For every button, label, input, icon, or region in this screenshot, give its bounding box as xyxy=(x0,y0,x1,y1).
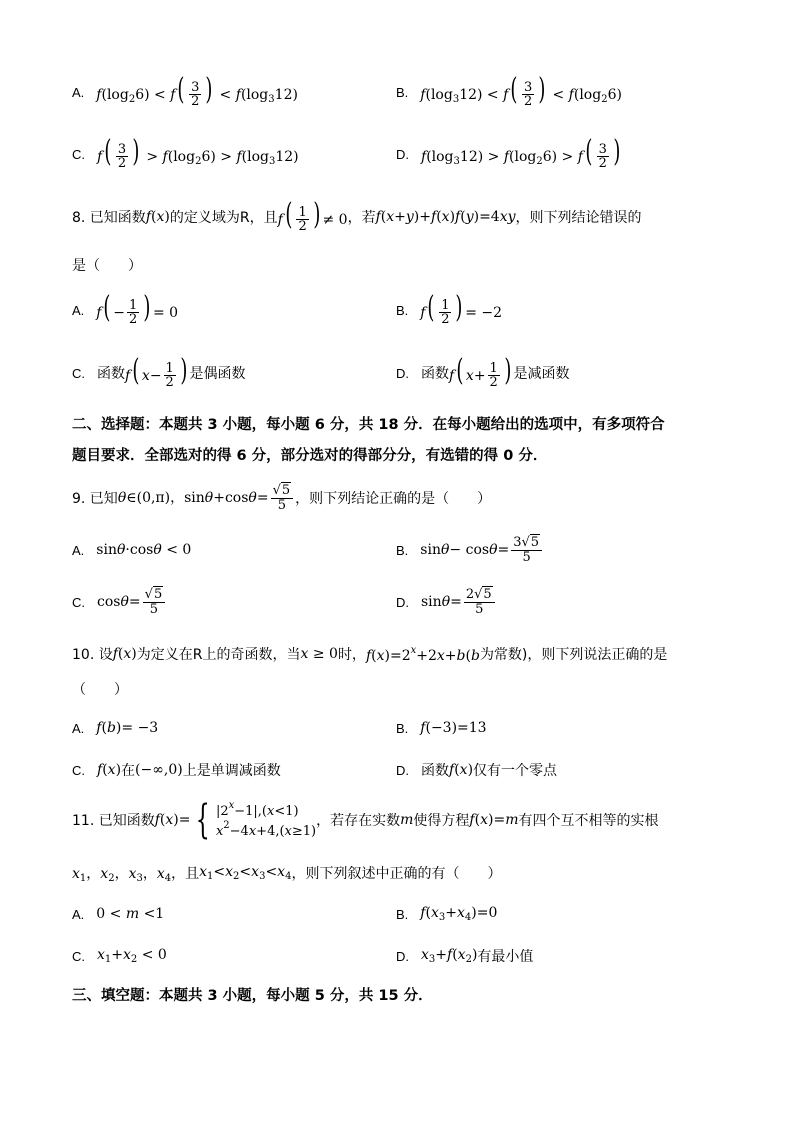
q7-b-expression: $f(\log_312) < f$( $\frac{3}{2}$ ) < $f(\log_26)$ xyxy=(420,71,622,110)
brace-icon: { xyxy=(196,797,211,843)
section-2-line: 二、选择题：本题共 3 小题，每小题 6 分，共 18 分．在每小题给出的选项中，有多项符合 xyxy=(72,417,665,433)
q8-text: 是（ ） xyxy=(72,258,142,274)
q8-option-b: B. f( $\frac{1}{2}$ ) = −2 xyxy=(396,289,503,328)
option-label: D. xyxy=(396,762,409,778)
q7-option-c xyxy=(72,134,299,174)
q10-text: （ ） xyxy=(72,682,128,698)
q7-option-d xyxy=(396,134,623,174)
q11-option-a: A. 0 < m <1 xyxy=(72,906,165,922)
option-text: 仅有一个零点 xyxy=(473,763,558,779)
q9-option-b: B. sinθ− cosθ= $\frac{3√5}{5}$ xyxy=(396,530,544,570)
q7-option-b xyxy=(396,72,622,112)
q11-option-c: C. $x_1+x_2 < 0$ xyxy=(72,947,167,965)
q7-a-expression: $f(\log_26) < f$( $\frac{3}{2}$ ) < $f(\log_312)$ xyxy=(96,71,298,110)
option-text: 有最小值 xyxy=(477,949,534,965)
q11-text: ，且 xyxy=(171,866,200,882)
q8-text: ，则下列结论错误的 xyxy=(515,210,642,226)
section-3-line: 三、填空题：本题共 3 小题，每小题 5 分，共 15 分． xyxy=(72,988,433,1004)
q7-c-expression: f( $\frac{3}{2}$ ) > $f(\log_26) > f(\log_312)$ xyxy=(97,133,299,172)
option-text: 是偶函数 xyxy=(189,366,246,382)
option-label: A. xyxy=(72,720,85,736)
q8-option-a: A. f( − $\frac{1}{2}$ ) = 0 xyxy=(72,289,179,328)
q8-text: 8. 已知函数 xyxy=(72,210,146,226)
q7-d-expression: $f(\log_312) > f(\log_26) > f$( $\frac{3}{2}$ ) xyxy=(421,133,621,172)
q10-option-a: A. f(b)= −3 xyxy=(72,720,159,736)
q8-options-row-1 xyxy=(72,290,722,330)
q7-option-a xyxy=(72,72,298,112)
q9-option-c: C. cosθ= $\frac{√5}{5}$ xyxy=(72,582,167,622)
q10-options-row-1 xyxy=(72,708,722,748)
q9-option-d: D. sinθ= $\frac{2√5}{5}$ xyxy=(396,582,497,622)
option-text: 函数 xyxy=(421,366,449,382)
option-label: B. xyxy=(396,542,409,558)
q8-text: ，若 xyxy=(347,210,376,226)
q11-text: ，若存在实数 xyxy=(316,813,401,829)
option-label: B. xyxy=(396,302,409,318)
q10-text: 为定义在R上的奇函数，当 xyxy=(136,647,301,663)
option-label: A. xyxy=(72,542,85,558)
option-label: A. xyxy=(72,302,85,318)
q11-text: 使得方程 xyxy=(413,813,470,829)
option-text: 函数 xyxy=(97,366,125,382)
option-label: A. xyxy=(72,84,85,100)
section-2-line: 题目要求．全部选对的得 6 分，部分选对的得部分分，有选错的得 0 分． xyxy=(72,448,548,464)
option-label: C. xyxy=(72,146,85,162)
q8-option-c: C. 函数 f( x− $\frac{1}{2}$ ) 是偶函数 xyxy=(72,352,246,391)
option-text: 上是单调减函数 xyxy=(182,763,281,779)
q10-option-b: B. f(−3)=13 xyxy=(396,720,487,736)
option-label: A. xyxy=(72,906,85,922)
q11-option-d: D. $x_3+f(x_2)$ 有最小值 xyxy=(396,947,534,965)
q7-options-row-1 xyxy=(72,72,722,112)
option-text: 是减函数 xyxy=(513,366,570,382)
q11-option-b: B. $f(x_3+x_4)=0$ xyxy=(396,905,498,923)
option-label: D. xyxy=(396,365,409,381)
option-text: 在 xyxy=(121,763,136,779)
option-label: D. xyxy=(396,146,409,162)
q11-text: 11. 已知函数 xyxy=(72,813,155,829)
q7-options-row-2 xyxy=(72,134,722,174)
option-label: C. xyxy=(72,365,85,381)
section-2-header xyxy=(72,410,732,472)
piecewise-function: $|2^x-1|,(x<1)$ $x^2-4x+4,(x\ge 1)$ xyxy=(215,799,317,839)
option-label: D. xyxy=(396,594,409,610)
option-label: D. xyxy=(396,948,409,964)
q8-option-d: D. 函数 f( x+ $\frac{1}{2}$ ) 是减函数 xyxy=(396,352,570,391)
option-label: C. xyxy=(72,948,85,964)
q11-options-row-2 xyxy=(72,936,722,976)
q10-stem-line-2 xyxy=(72,676,732,702)
q10-text: 为常数)，则下列说法正确的是 xyxy=(479,647,668,663)
q9-option-a: A. sinθ·cosθ < 0 xyxy=(72,542,192,558)
q11-text: ，则下列叙述中正确的有（ ） xyxy=(291,866,502,882)
q10-option-d: D. 函数 f(x) 仅有一个零点 xyxy=(396,762,558,779)
option-label: B. xyxy=(396,720,409,736)
option-label: C. xyxy=(72,594,85,610)
option-label: B. xyxy=(396,84,409,100)
section-3-header xyxy=(72,983,732,1009)
q10-text: 10. 设 xyxy=(72,647,113,663)
q9-stem: 9. 已知 θ∈(0,π)，sinθ+cosθ= $\frac{√5}{5}$ ，则下列结论正确的是（ ） xyxy=(72,482,492,513)
q8-stem-line-2 xyxy=(72,252,732,278)
q10-stem: 10. 设 f(x) 为定义在R上的奇函数，当 x ≥ 0 时， $f(x)=2^x+2x+b(b$ 为常数)，则下列说法正确的是 xyxy=(72,644,668,664)
q9-options-row-1 xyxy=(72,530,722,570)
q10-options-row-2 xyxy=(72,750,722,790)
q9-options-row-2 xyxy=(72,582,722,622)
option-label: B. xyxy=(396,906,409,922)
q10-text: 时， xyxy=(337,647,366,663)
q8-text: 的定义域为R，且 xyxy=(169,210,278,226)
q11-stem-line-2: $x_1$，$x_2$，$x_3$，$x_4$ ，且 $x_1<x_2<x_3<x_4$ ，则下列叙述中正确的有（ ） xyxy=(72,864,502,884)
q11-text: 有四个互不相等的实根 xyxy=(518,813,659,829)
option-label: C. xyxy=(72,762,85,778)
q8-options-row-2 xyxy=(72,353,722,393)
q8-stem: 8. 已知函数 f(x) 的定义域为R，且 f( $\frac{1}{2}$ ) ≠ 0 ，若 f(x+y)+f(x)f(y)=4xy ，则下列结论错误的 xyxy=(72,196,642,235)
q11-stem: 11. 已知函数 f(x)= { $|2^x-1|,(x<1)$ $x^2-4x+4,(x\ge 1)$ ，若存在实数 m 使得方程 f(x)=m 有四个互不相等的实根 xyxy=(72,797,659,843)
q9-text: ，则下列结论正确的是（ ） xyxy=(295,491,492,507)
q11-options-row-1 xyxy=(72,894,722,934)
q9-text: 9. 已知 xyxy=(72,491,118,507)
option-text: 函数 xyxy=(421,763,449,779)
q10-option-c: C. f(x) 在 (−∞,0) 上是单调减函数 xyxy=(72,762,281,779)
